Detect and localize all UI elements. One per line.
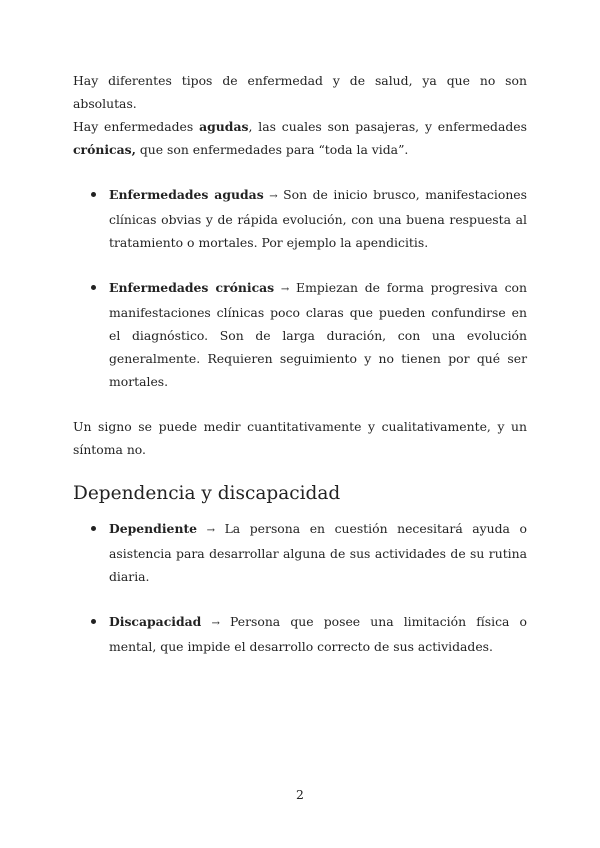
disease-type-list	[73, 183, 527, 393]
arrow-right-icon: →	[280, 284, 290, 295]
list-item-text: Son de inicio brusco, manifestaciones clínicas obvias y de rápida evolución, con una buena respuesta al tratamiento o mortales. Por ejemplo la apendicitis.	[109, 187, 527, 250]
list-item-text: Persona que posee una limitación física o mental, que impide el desarrollo correcto de sus actividades.	[109, 614, 527, 654]
sign-paragraph: Un signo se puede medir cuantitativamente y cualitativamente, y un síntoma no.	[73, 419, 527, 457]
page-number: 2	[296, 787, 304, 802]
bullet-icon	[91, 192, 96, 197]
list-item-term: Enfermedades agudas	[109, 187, 264, 202]
bullet-icon	[91, 285, 96, 290]
intro-paragraph: Hay enfermedades agudas, las cuales son pasajeras, y enfermedades crónicas, que son enfermedades para “toda la vida”.	[73, 119, 527, 157]
arrow-right-icon: →	[269, 191, 278, 202]
intro-line-1: Hay diferentes tipos de enfermedad y de salud, ya que no son absolutas.	[73, 73, 527, 111]
list-item	[73, 183, 527, 254]
list-gap	[73, 588, 527, 610]
arrow-right-icon: →	[206, 525, 216, 536]
list-item-term: Discapacidad	[109, 614, 202, 629]
dependency-list	[73, 517, 527, 658]
list-item-term: Enfermedades crónicas	[109, 280, 275, 295]
term-agudas: agudas	[199, 119, 249, 134]
bullet-icon	[91, 619, 96, 624]
section-heading: Dependencia y discapacidad	[73, 483, 341, 504]
list-item	[73, 276, 527, 393]
arrow-right-icon: →	[211, 618, 220, 629]
list-item	[73, 517, 527, 588]
bullet-icon	[91, 526, 96, 531]
list-item-term: Dependiente	[109, 521, 198, 536]
list-item-text: Empiezan de forma progresiva con manifestaciones clínicas poco claras que pueden confundirse en el diagnóstico. Son de larga duración, con una evolución generalmente. Requieren seguimiento y no tienen por qué ser mortales.	[109, 280, 527, 389]
list-gap	[73, 254, 527, 276]
list-item-text: La persona en cuestión necesitará ayuda o asistencia para desarrollar alguna de sus actividades de su rutina diaria.	[109, 521, 527, 584]
list-item	[73, 610, 527, 658]
document-body	[73, 69, 527, 658]
term-cronicas: crónicas,	[73, 142, 136, 157]
